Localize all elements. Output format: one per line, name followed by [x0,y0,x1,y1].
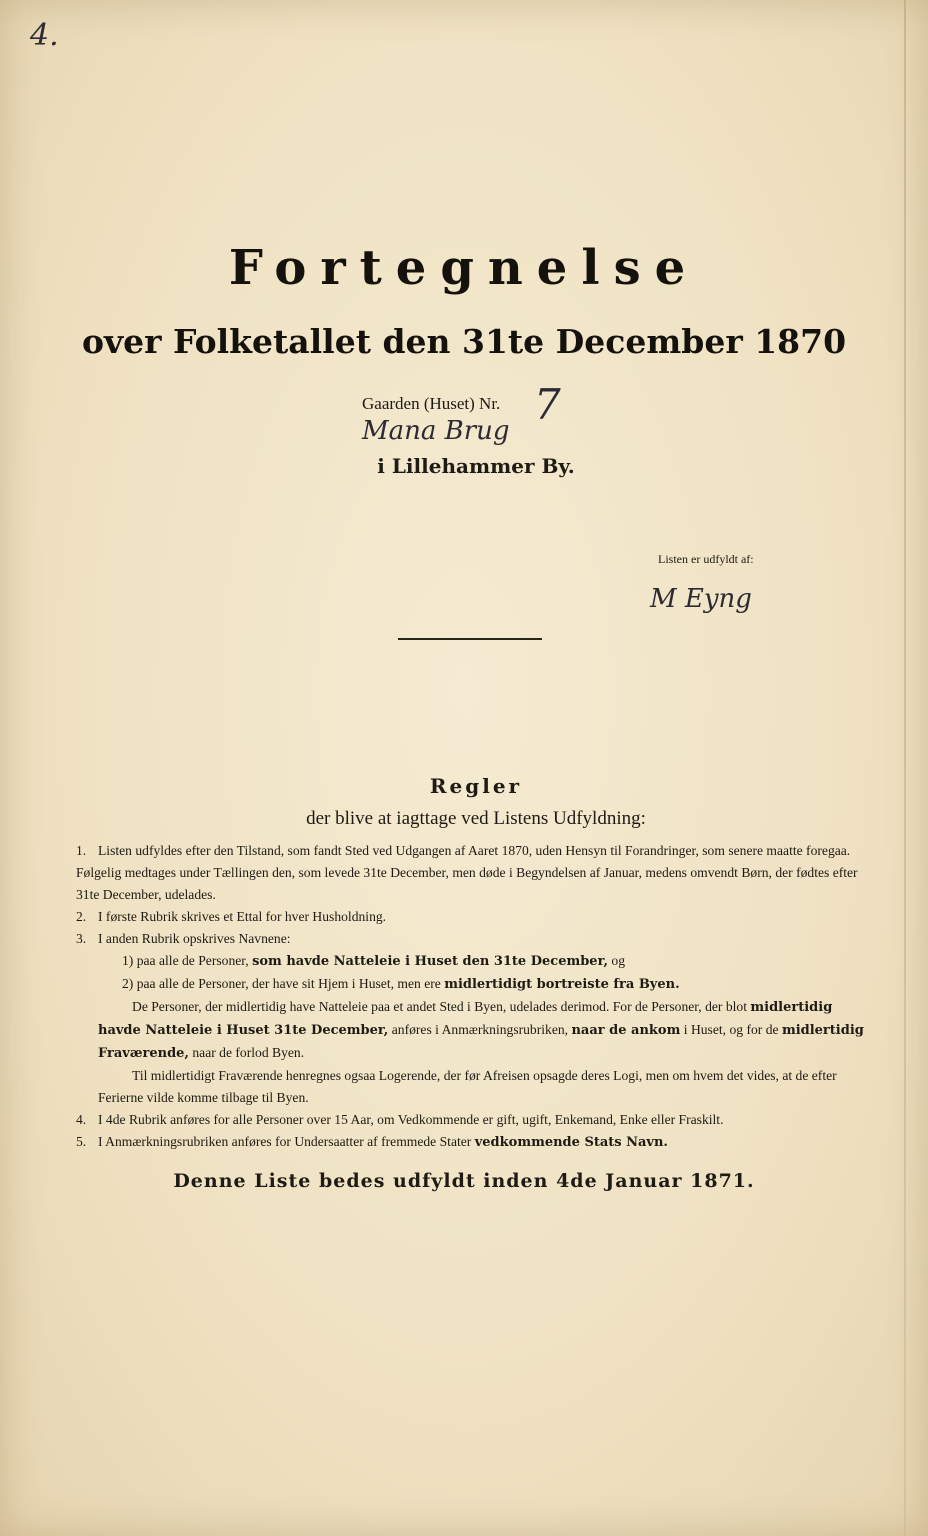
rule-number: 2. [76,909,87,924]
rule-number: 4. [76,1112,87,1127]
rule-text: naar de forlod Byen. [192,1045,305,1060]
rule-emphasis: midlertidigt bortreiste fra Byen. [444,977,680,992]
rule-text: i Huset, og for de [683,1022,779,1037]
rule-5 [76,1131,876,1154]
house-number-value: 7 [534,380,561,429]
rule-1 [76,840,876,906]
rule-text: og [611,953,626,968]
rule-number: 1. [76,843,87,858]
rule-text: I Anmærkningsrubriken anføres for Undersaatter af fremmede Stater [98,1134,472,1149]
rule-3-note-1 [76,996,876,1065]
rule-4 [76,1109,876,1131]
rules-list [76,840,876,1154]
rule-2 [76,906,876,928]
rule-text: Til midlertidigt Fraværende henregnes ogsaa Logerende, der før Afreisen opsagde deres Logi, men om hvem det vides, at de efter Ferierne vilde komme tilbage til Byen. [98,1068,837,1105]
house-owner-name: Mana Brug [362,416,510,446]
filled-by-label: Listen er udfyldt af: [658,552,754,566]
rule-emphasis: midlertidig Fraværende, [98,1023,864,1061]
deadline-note: Denne Liste bedes udfyldt inden 4de Januar 1871. [173,1170,755,1192]
form-title: Fortegnelse [228,240,700,296]
rules-title: Regler [429,774,523,798]
rule-emphasis: naar de ankom [571,1023,681,1038]
rule-text: I anden Rubrik opskrives Navnene: [98,931,291,946]
town-name: i Lillehammer By. [377,454,575,478]
rule-text: I 4de Rubrik anføres for alle Personer over 15 Aar, om Vedkommende er gift, ugift, Enkemand, Enke eller Fraskilt. [98,1112,724,1127]
page-number: 4. [30,18,59,53]
paper-edge [904,0,906,1536]
rule-text: Listen udfyldes efter den Tilstand, som fandt Sted ved Udgangen af Aaret 1870, uden Hensyn til Forandringer, som senere maatte foregaa. Følgelig medtages under Tællingen den, som levede 31te December, men døde i Begyndelsen af Januar, medens omvendt Børn, der fødtes efter 31te December, udelades. [76,843,858,902]
rule-3 [76,928,876,950]
form-subtitle: over Folketallet den 31te December 1870 [81,322,847,361]
rule-text: 2) paa alle de Personer, der have sit Hjem i Huset, men ere [122,976,441,991]
rule-number: 5. [76,1134,87,1149]
divider-line [398,638,542,640]
filled-by-signature: M Eyng [650,584,752,614]
rule-text: De Personer, der midlertidig have Natteleie paa et andet Sted i Byen, udelades derimod. For de Personer, der blot [132,999,747,1014]
rule-text: 1) paa alle de Personer, [122,953,249,968]
rule-emphasis: midlertidig havde Natteleie i Huset 31te December, [98,1000,833,1038]
rule-3-sub-1 [76,950,876,973]
rule-text: I første Rubrik skrives et Ettal for hver Husholdning. [98,909,387,924]
house-number-label: Gaarden (Huset) Nr. [362,394,501,413]
rule-number: 3. [76,931,87,946]
rules-intro: der blive at iagttage ved Listens Udfyldning: [306,808,646,829]
rule-text: anføres i Anmærkningsrubriken, [391,1022,569,1037]
rule-emphasis: som havde Natteleie i Huset den 31te December, [252,954,609,969]
rule-3-sub-2 [76,973,876,996]
rule-3-note-2 [76,1065,876,1109]
rule-emphasis: vedkommende Stats Navn. [474,1135,668,1150]
